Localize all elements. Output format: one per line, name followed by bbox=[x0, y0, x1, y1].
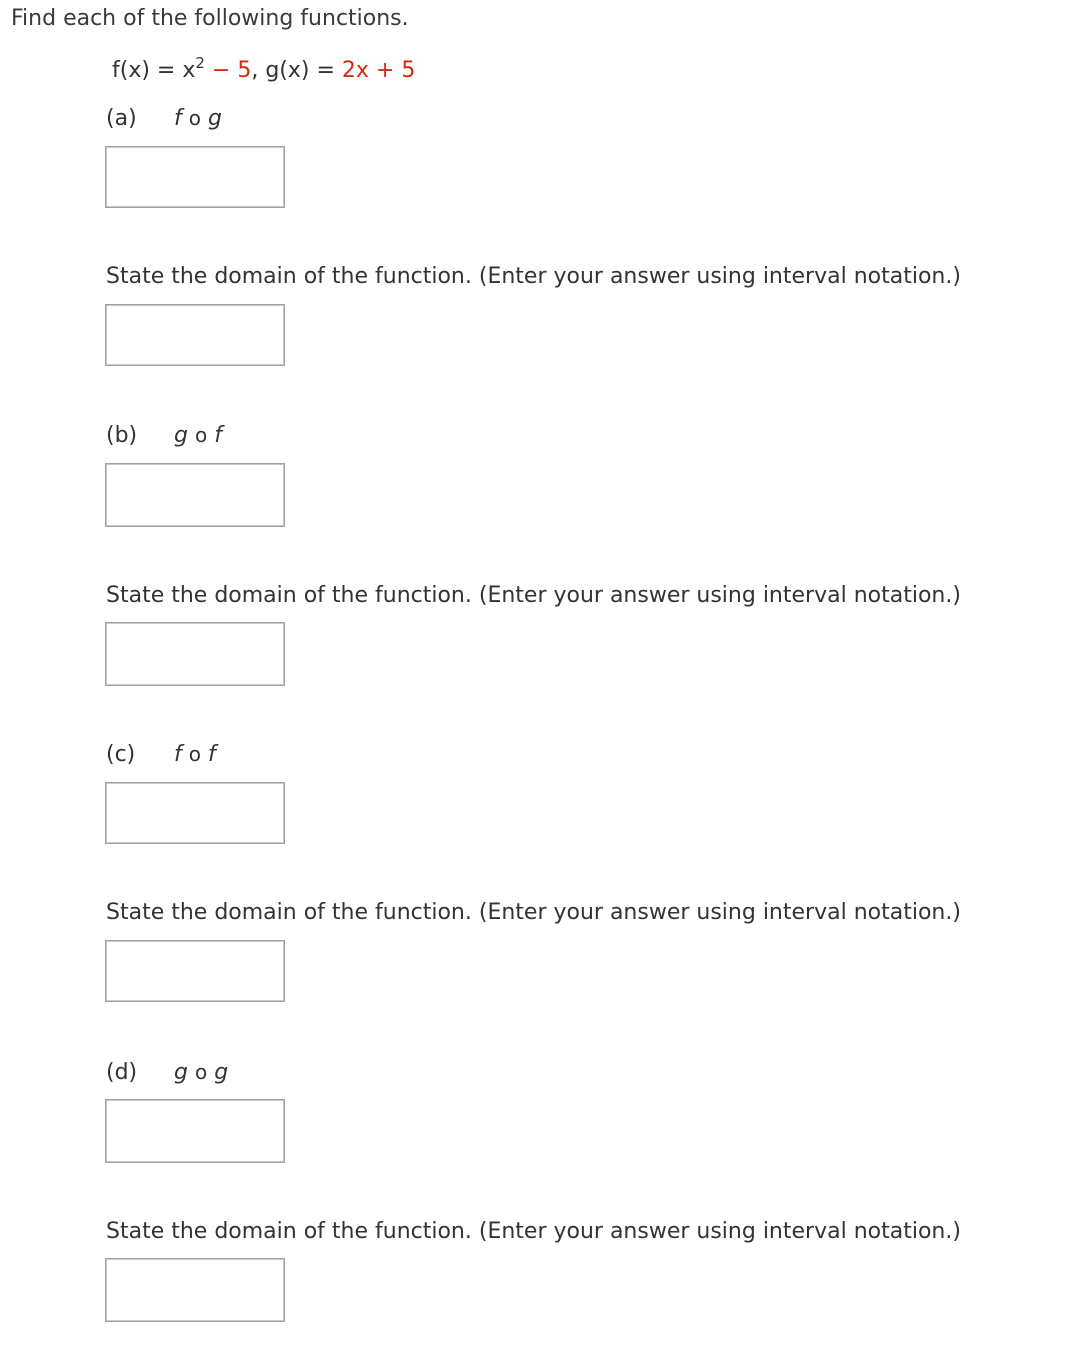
part-a-label bbox=[106, 106, 222, 131]
composition-ring: o bbox=[194, 1060, 208, 1084]
part-label: (a) bbox=[106, 106, 137, 131]
composition-ring: o bbox=[188, 106, 201, 130]
g-rhs: 2x + 5 bbox=[341, 58, 416, 83]
composition-right: f bbox=[214, 423, 222, 448]
g-lhs: g(x) = bbox=[265, 58, 342, 83]
f-lhs: f(x) = x bbox=[112, 58, 196, 83]
instruction-text: Find each of the following functions. bbox=[11, 6, 409, 31]
part-label: (b) bbox=[106, 423, 138, 448]
f-minus: − bbox=[204, 58, 238, 83]
composition-ring: o bbox=[188, 742, 201, 766]
part-a-function-input[interactable] bbox=[105, 146, 285, 208]
part-label: (c) bbox=[106, 742, 136, 767]
f-exponent: 2 bbox=[195, 54, 205, 72]
part-a-domain-prompt: State the domain of the function. (Enter your answer using interval notation.) bbox=[106, 264, 961, 289]
part-label: (d) bbox=[106, 1060, 138, 1085]
part-b-domain-prompt: State the domain of the function. (Enter your answer using interval notation.) bbox=[106, 583, 961, 608]
part-b-label bbox=[106, 423, 222, 448]
part-d-domain-input[interactable] bbox=[105, 1258, 285, 1322]
part-d-function-input[interactable] bbox=[105, 1099, 285, 1163]
composition-left: f bbox=[174, 106, 182, 131]
part-b-domain-input[interactable] bbox=[105, 622, 285, 686]
composition-right: f bbox=[208, 742, 216, 767]
f-constant: 5 bbox=[237, 58, 252, 83]
composition-right: g bbox=[214, 1060, 229, 1085]
part-d-label bbox=[106, 1060, 228, 1085]
composition-right: g bbox=[208, 106, 222, 131]
part-b-function-input[interactable] bbox=[105, 463, 285, 527]
part-c-domain-input[interactable] bbox=[105, 940, 285, 1002]
composition-left: f bbox=[174, 742, 182, 767]
composition-left: g bbox=[174, 1060, 188, 1085]
part-a-domain-input[interactable] bbox=[105, 304, 285, 366]
equation-separator: , bbox=[251, 58, 266, 83]
part-c-domain-prompt: State the domain of the function. (Enter your answer using interval notation.) bbox=[106, 900, 961, 925]
part-c-label bbox=[106, 742, 216, 767]
part-d-domain-prompt: State the domain of the function. (Enter your answer using interval notation.) bbox=[106, 1219, 961, 1244]
part-c-function-input[interactable] bbox=[105, 782, 285, 844]
composition-left: g bbox=[174, 423, 188, 448]
composition-ring: o bbox=[194, 423, 208, 447]
function-definitions bbox=[112, 54, 416, 83]
